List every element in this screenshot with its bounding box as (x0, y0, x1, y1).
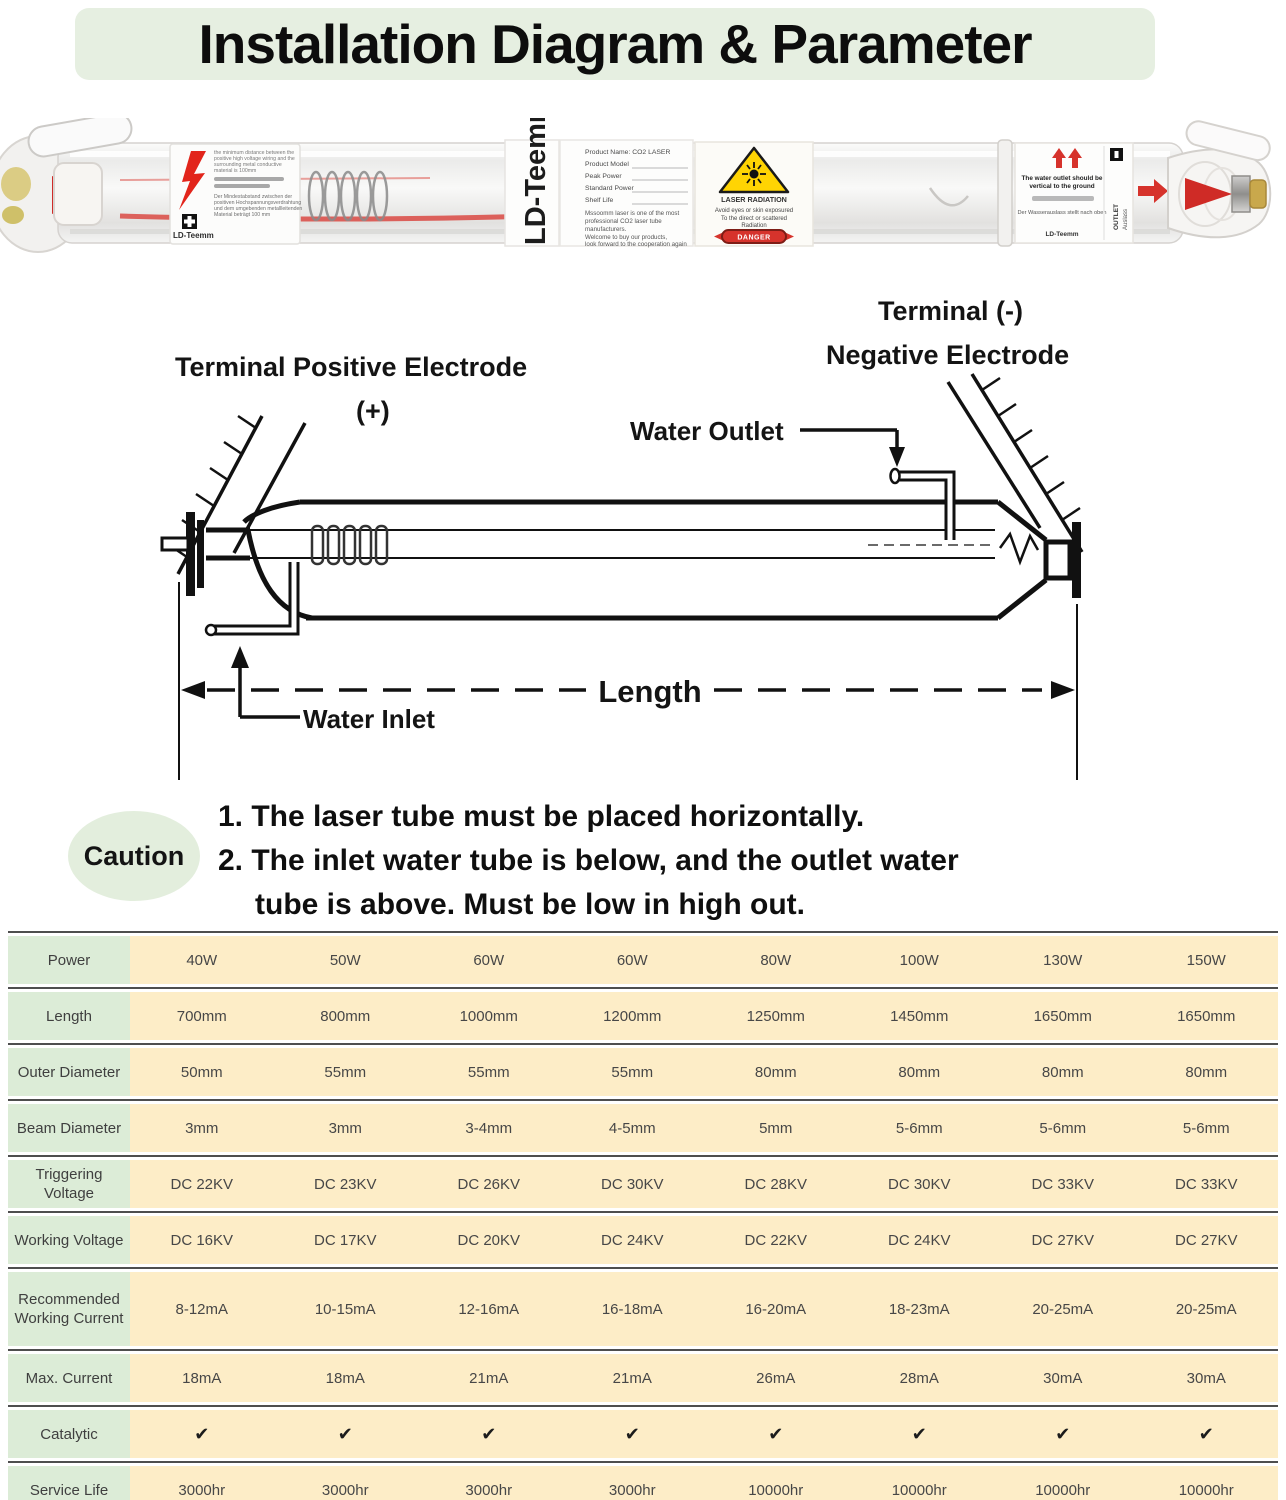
table-cell: DC 16KV (130, 1216, 274, 1264)
svg-text:Material beträgt 100 mm: Material beträgt 100 mm (214, 212, 271, 218)
table-cell: 16-20mA (704, 1272, 848, 1346)
tube-right-end (1168, 119, 1272, 238)
table-cell: DC 33KV (1135, 1160, 1279, 1208)
sticker-cjk-line (214, 177, 284, 181)
row-label: Length (8, 992, 130, 1040)
table-cell: 20-25mA (1135, 1272, 1279, 1346)
spec-field: Peak Power (585, 173, 622, 180)
svg-text:positive high voltage wiring a: positive high voltage wiring and the (214, 156, 295, 162)
table-cell: DC 30KV (561, 1160, 705, 1208)
installation-diagram-svg (0, 290, 1286, 790)
table-cell: 30mA (1135, 1354, 1279, 1402)
checkmark-cell: ✔ (704, 1410, 848, 1458)
table-cell: 1450mm (848, 992, 992, 1040)
svg-text:Der Mindestabstand zwischen de: Der Mindestabstand zwischen der (214, 194, 293, 200)
svg-text:Radiation: Radiation (741, 223, 767, 229)
table-cell: 18mA (130, 1354, 274, 1402)
table-cell: 3mm (130, 1104, 274, 1152)
water-outlet-label: Water Outlet (630, 416, 784, 446)
title-badge (75, 8, 1155, 80)
table-divider (8, 1267, 1278, 1269)
table-cell: 10000hr (991, 1466, 1135, 1500)
table-cell: DC 30KV (848, 1160, 992, 1208)
water-outlet-leader (800, 430, 905, 467)
svg-text:look forward to the cooperatio: look forward to the cooperation again (585, 241, 687, 248)
row-label: Outer Diameter (8, 1048, 130, 1096)
table-row (8, 1272, 1278, 1346)
table-row (8, 1104, 1278, 1152)
sticker-brand: LD-Teemm (173, 231, 214, 240)
table-cell: 3mm (274, 1104, 418, 1152)
table-divider (8, 1099, 1278, 1101)
svg-text:manufacturers.: manufacturers. (585, 226, 627, 233)
row-label: Power (8, 936, 130, 984)
table-row (8, 992, 1278, 1040)
svg-text:material is 100mm: material is 100mm (214, 168, 257, 174)
checkmark-cell: ✔ (274, 1410, 418, 1458)
table-cell: 5-6mm (991, 1104, 1135, 1152)
svg-text:vertical to the ground: vertical to the ground (1029, 183, 1095, 190)
white-cap (54, 163, 102, 225)
table-divider (8, 1043, 1278, 1045)
table-cell: 10000hr (704, 1466, 848, 1500)
table-cell: 55mm (561, 1048, 705, 1096)
table-divider (8, 1461, 1278, 1463)
outlet-cjk-line (1032, 196, 1094, 201)
water-inlet-label: Water Inlet (303, 704, 435, 734)
table-cell: DC 24KV (848, 1216, 992, 1264)
spec-field: Standard Power (585, 185, 634, 192)
table-divider (8, 1211, 1278, 1213)
table-cell: 5mm (704, 1104, 848, 1152)
positive-electrode-label: Terminal Positive Electrode (175, 352, 528, 382)
table-cell: 10000hr (1135, 1466, 1279, 1500)
table-cell: 1000mm (417, 992, 561, 1040)
checkmark-cell: ✔ (417, 1410, 561, 1458)
table-divider (8, 931, 1278, 933)
laser-tube-photo-svg (0, 118, 1286, 268)
outlet-square-icon (1110, 148, 1123, 161)
negative-electrode-label: Negative Electrode (826, 340, 1070, 370)
checkmark-cell: ✔ (130, 1410, 274, 1458)
page-title: Installation Diagram & Parameter (198, 13, 1032, 75)
table-divider (8, 1155, 1278, 1157)
table-cell: 700mm (130, 992, 274, 1040)
table-row (8, 1216, 1278, 1264)
table-cell: 5-6mm (1135, 1104, 1279, 1152)
table-cell: 1650mm (991, 992, 1135, 1040)
table-row (8, 1048, 1278, 1096)
caution-item-2-cont: tube is above. Must be low in high out. (255, 888, 806, 921)
table-cell: 3000hr (561, 1466, 705, 1500)
length-label: Length (598, 674, 702, 709)
table-cell: DC 22KV (704, 1216, 848, 1264)
cross-icon (182, 214, 197, 229)
svg-text:professional CO2 laser tube: professional CO2 laser tube (585, 218, 662, 225)
table-cell: 80mm (848, 1048, 992, 1096)
svg-text:und dem umgebenden metallleite: und dem umgebenden metallleitenden (214, 206, 303, 212)
laser-tube-photo (0, 118, 1286, 268)
table-cell: 3000hr (274, 1466, 418, 1500)
table-cell: 80W (704, 936, 848, 984)
table-cell: 60W (417, 936, 561, 984)
svg-text:DANGER: DANGER (737, 234, 771, 242)
table-cell: DC 27KV (1135, 1216, 1279, 1264)
caution-section (0, 795, 1286, 925)
table-cell: 1200mm (561, 992, 705, 1040)
svg-text:the minimum distance between t: the minimum distance between the (214, 150, 295, 156)
table-cell: 8-12mA (130, 1272, 274, 1346)
table-row (8, 1410, 1278, 1458)
table-cell: DC 26KV (417, 1160, 561, 1208)
sticker-cjk-line (214, 184, 270, 188)
table-cell: 80mm (991, 1048, 1135, 1096)
spec-field: Product Model (585, 161, 629, 168)
table-cell: 18-23mA (848, 1272, 992, 1346)
table-cell: 80mm (704, 1048, 848, 1096)
table-row (8, 1466, 1278, 1500)
spec-label (560, 140, 693, 248)
svg-text:Mssoomm laser is one of the mo: Mssoomm laser is one of the most (585, 210, 680, 217)
table-cell: 21mA (561, 1354, 705, 1402)
installation-diagram (0, 290, 1286, 790)
table-cell: 16-18mA (561, 1272, 705, 1346)
table-cell: 12-16mA (417, 1272, 561, 1346)
svg-text:positiven Hochspannungsverdrah: positiven Hochspannungsverdrahtung (214, 200, 302, 206)
table-divider (8, 1405, 1278, 1407)
caution-badge-label: Caution (83, 840, 185, 871)
table-cell: 55mm (417, 1048, 561, 1096)
row-label: Recommended Working Current (8, 1272, 130, 1346)
caution-items (218, 795, 1258, 927)
outlet-brand: LD-Teemm (1045, 231, 1079, 238)
svg-text:surrounding metal conductive: surrounding metal conductive (214, 162, 282, 168)
table-cell: DC 28KV (704, 1160, 848, 1208)
table-cell: 1650mm (1135, 992, 1279, 1040)
positive-sign-label: (+) (356, 396, 390, 426)
table-cell: 20-25mA (991, 1272, 1135, 1346)
table-cell: 55mm (274, 1048, 418, 1096)
row-label: Max. Current (8, 1354, 130, 1402)
row-label: Beam Diameter (8, 1104, 130, 1152)
table-row (8, 936, 1278, 984)
svg-text:To the direct or scattered: To the direct or scattered (720, 216, 788, 222)
warning-heading: LASER RADIATION (721, 195, 787, 204)
table-cell: 3-4mm (417, 1104, 561, 1152)
table-cell: DC 20KV (417, 1216, 561, 1264)
checkmark-cell: ✔ (848, 1410, 992, 1458)
table-row (8, 1354, 1278, 1402)
table-cell: 50W (274, 936, 418, 984)
caution-badge (68, 811, 200, 901)
laser-warning-label (695, 142, 813, 246)
outlet-de-text: Der Wasserauslass stellt nach oben (1017, 210, 1107, 216)
parameter-table (8, 928, 1278, 1500)
danger-badge (714, 230, 794, 243)
caution-item-2: 2. The inlet water tube is below, and the outlet water (218, 844, 959, 877)
checkmark-cell: ✔ (1135, 1410, 1279, 1458)
table-cell: DC 23KV (274, 1160, 418, 1208)
laser-tube-drawing (162, 374, 1082, 635)
svg-text:The water outlet should be: The water outlet should be (1021, 175, 1103, 182)
table-cell: 40W (130, 936, 274, 984)
table-cell: 21mA (417, 1354, 561, 1402)
table-cell: 800mm (274, 992, 418, 1040)
table-cell: 10-15mA (274, 1272, 418, 1346)
outlet-label (1015, 143, 1133, 243)
table-cell: 60W (561, 936, 705, 984)
table-divider (8, 1349, 1278, 1351)
outlet-side-text2: Auslass (1123, 208, 1129, 230)
table-cell: 80mm (1135, 1048, 1279, 1096)
table-cell: 3000hr (417, 1466, 561, 1500)
row-label: Triggering Voltage (8, 1160, 130, 1208)
table-cell: 30mA (991, 1354, 1135, 1402)
caution-item-1: 1. The laser tube must be placed horizontally. (218, 800, 865, 833)
outlet-side-text1: OUTLET (1113, 204, 1120, 230)
table-cell: DC 22KV (130, 1160, 274, 1208)
table-cell: DC 17KV (274, 1216, 418, 1264)
row-label: Working Voltage (8, 1216, 130, 1264)
table-cell: 28mA (848, 1354, 992, 1402)
water-inlet-arrow (231, 646, 300, 717)
high-voltage-sticker (170, 144, 302, 244)
table-cell: 3000hr (130, 1466, 274, 1500)
table-cell: DC 24KV (561, 1216, 705, 1264)
table-cell: 4-5mm (561, 1104, 705, 1152)
table-cell: 26mA (704, 1354, 848, 1402)
table-cell: DC 33KV (991, 1160, 1135, 1208)
table-cell: 10000hr (848, 1466, 992, 1500)
table-cell: 50mm (130, 1048, 274, 1096)
table-row (8, 1160, 1278, 1208)
brand-vertical-text: LD-Teemm (520, 118, 552, 245)
spec-field: Shelf Life (585, 197, 614, 204)
table-cell: 5-6mm (848, 1104, 992, 1152)
table-cell: 1250mm (704, 992, 848, 1040)
svg-text:Welcome to buy our products,: Welcome to buy our products, (585, 234, 668, 241)
svg-text:Avoid eyes or skin exposured: Avoid eyes or skin exposured (714, 208, 794, 214)
table-cell: 18mA (274, 1354, 418, 1402)
outlet-label-text (1022, 175, 1103, 190)
row-label: Catalytic (8, 1410, 130, 1458)
table-cell: DC 27KV (991, 1216, 1135, 1264)
glass-collar (998, 140, 1012, 246)
row-label: Service Life (8, 1466, 130, 1500)
checkmark-cell: ✔ (561, 1410, 705, 1458)
table-cell: 100W (848, 936, 992, 984)
negative-terminal-label: Terminal (-) (878, 296, 1024, 326)
spec-field: Product Name: CO2 LASER (585, 149, 671, 156)
table-cell: 150W (1135, 936, 1279, 984)
table-cell: 130W (991, 936, 1135, 984)
checkmark-cell: ✔ (991, 1410, 1135, 1458)
table-divider (8, 987, 1278, 989)
